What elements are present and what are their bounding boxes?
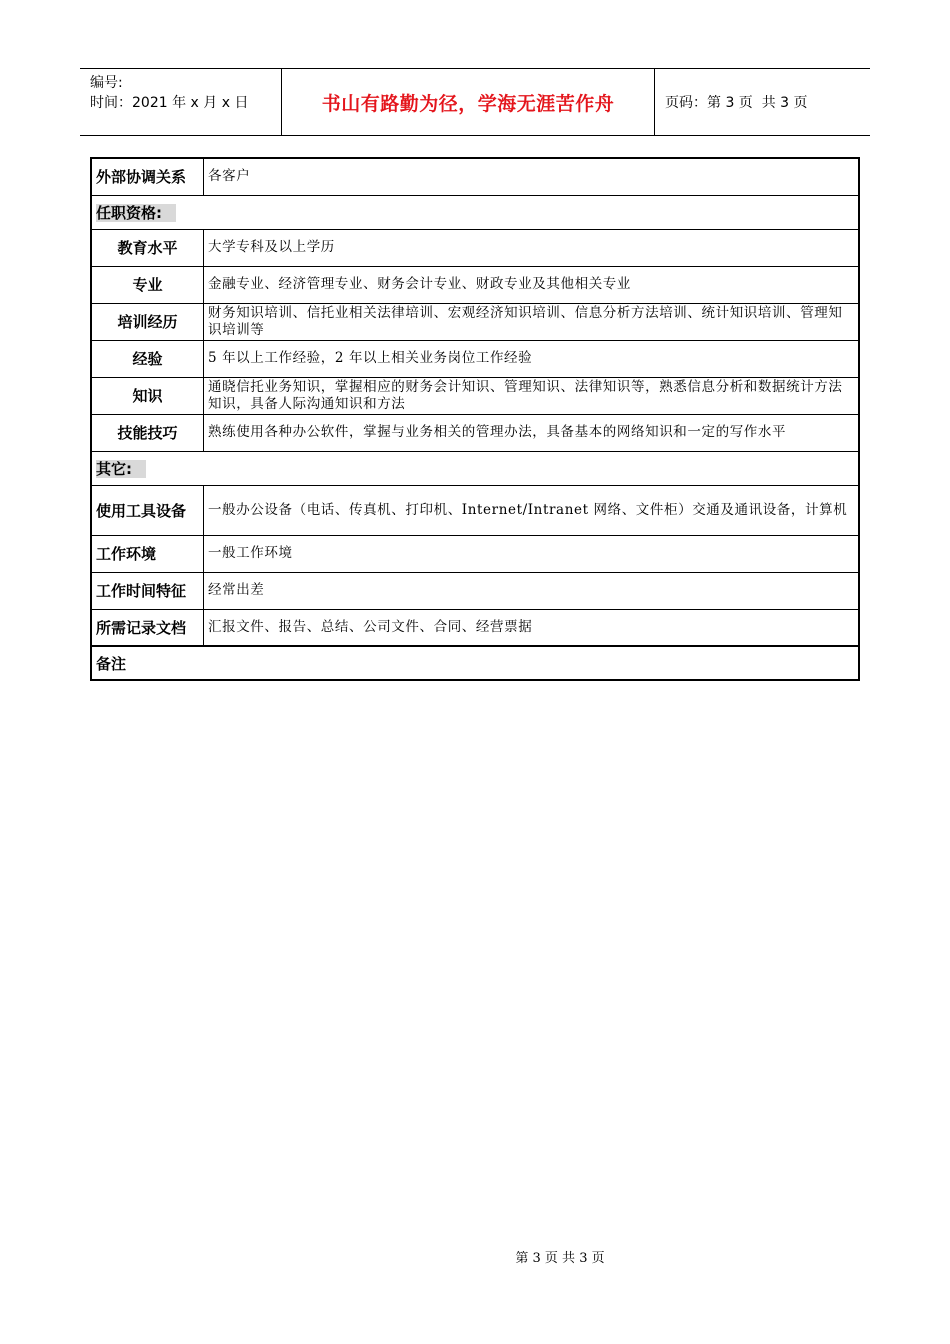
row-label-skills: 技能技巧 xyxy=(91,414,204,451)
row-value-major: 金融专业、经济管理专业、财务会计专业、财政专业及其他相关专业 xyxy=(204,266,860,303)
header-page-number: 页码：第 3 页 共 3 页 xyxy=(665,95,808,111)
document-date: 时间：2021 年 x 月 x 日 xyxy=(90,95,249,111)
table-row xyxy=(91,266,859,303)
table-row xyxy=(91,609,859,646)
table-row xyxy=(91,229,859,266)
header-page-info xyxy=(655,69,870,135)
table-row xyxy=(91,303,859,340)
section-row-other xyxy=(91,451,859,485)
row-label-work-time: 工作时间特征 xyxy=(91,572,204,609)
row-value-training: 财务知识培训、信托业相关法律培训、宏观经济知识培训、信息分析方法培训、统计知识培训、管理知识培训等 xyxy=(204,303,860,340)
row-label-records: 所需记录文档 xyxy=(91,609,204,646)
table-row xyxy=(91,340,859,377)
row-value-records: 汇报文件、报告、总结、公司文件、合同、经营票据 xyxy=(204,609,860,646)
section-title-other: 其它: xyxy=(96,460,146,478)
table-row xyxy=(91,377,859,414)
row-label-knowledge: 知识 xyxy=(91,377,204,414)
table-row xyxy=(91,535,859,572)
table-row xyxy=(91,485,859,535)
row-label-training: 培训经历 xyxy=(91,303,204,340)
row-label-major: 专业 xyxy=(91,266,204,303)
row-value-knowledge: 通晓信托业务知识，掌握相应的财务会计知识、管理知识、法律知识等，熟悉信息分析和数据统计方法知识，具备人际沟通知识和方法 xyxy=(204,377,860,414)
row-value-external: 各客户 xyxy=(204,158,860,195)
section-row-qualifications xyxy=(91,195,859,229)
section-title-qualifications: 任职资格: xyxy=(96,204,176,222)
row-label-external: 外部协调关系 xyxy=(91,158,204,195)
row-label-experience: 经验 xyxy=(91,340,204,377)
document-number-label: 编号: xyxy=(90,75,123,91)
row-value-education: 大学专科及以上学历 xyxy=(204,229,860,266)
header-motto: 书山有路勤为径，学海无涯苦作舟 xyxy=(281,69,655,135)
row-value-environment: 一般工作环境 xyxy=(204,535,860,572)
row-value-tools: 一般办公设备（电话、传真机、打印机、Internet/Intranet 网络、文件柜）交通及通讯设备，计算机 xyxy=(204,485,860,535)
job-description-table xyxy=(90,157,860,681)
table-row xyxy=(91,646,859,680)
page-header xyxy=(80,68,870,136)
row-label-remarks: 备注 xyxy=(91,646,859,680)
row-label-tools: 使用工具设备 xyxy=(91,485,204,535)
row-label-education: 教育水平 xyxy=(91,229,204,266)
table-row xyxy=(91,572,859,609)
row-value-experience: 5 年以上工作经验，2 年以上相关业务岗位工作经验 xyxy=(204,340,860,377)
header-meta xyxy=(80,69,281,135)
row-value-skills: 熟练使用各种办公软件，掌握与业务相关的管理办法，具备基本的网络知识和一定的写作水平 xyxy=(204,414,860,451)
table-row xyxy=(91,414,859,451)
page-footer: 第 3 页 共 3 页 xyxy=(515,1251,605,1266)
row-value-work-time: 经常出差 xyxy=(204,572,860,609)
table-row xyxy=(91,158,859,195)
row-label-environment: 工作环境 xyxy=(91,535,204,572)
